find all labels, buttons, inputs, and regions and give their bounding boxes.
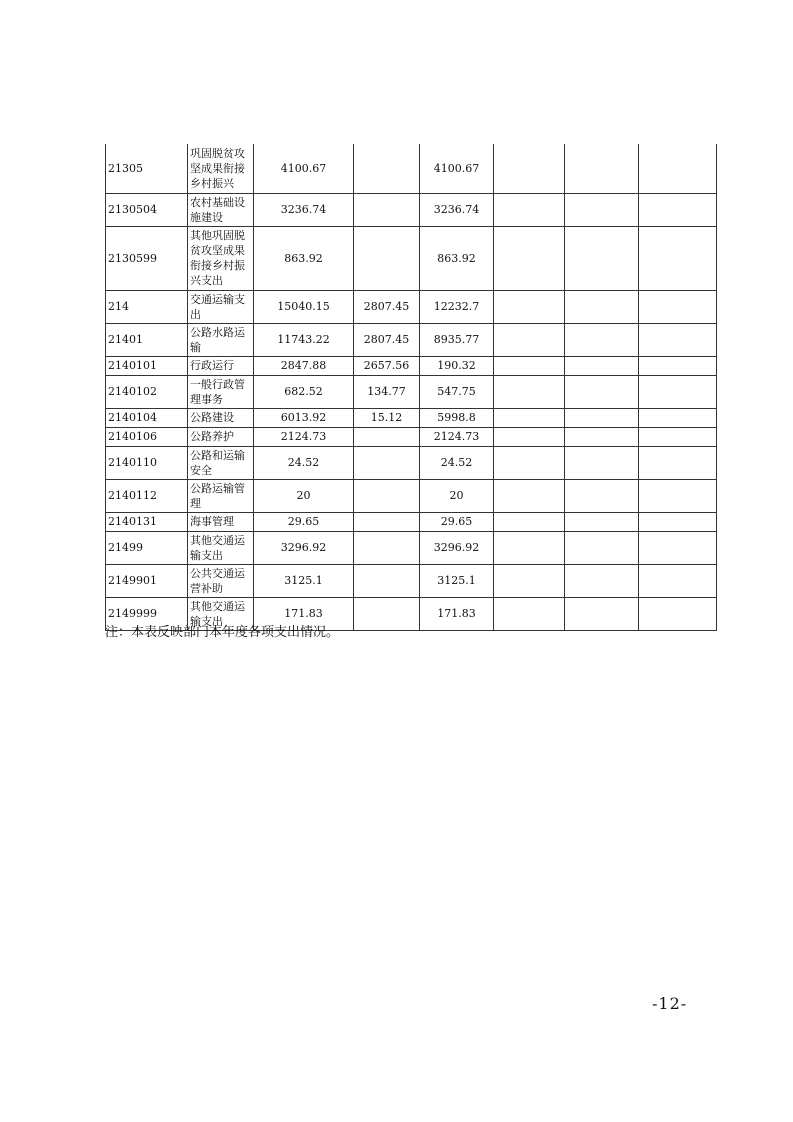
table-row <box>106 427 717 446</box>
empty-cell <box>639 290 717 323</box>
project-amount: 863.92 <box>420 226 494 290</box>
basic-amount <box>354 144 420 193</box>
empty-cell <box>639 375 717 408</box>
subject-code: 2140131 <box>106 512 188 531</box>
empty-cell <box>494 427 565 446</box>
basic-amount <box>354 193 420 226</box>
project-amount: 12232.7 <box>420 290 494 323</box>
subject-code: 214 <box>106 290 188 323</box>
basic-amount <box>354 446 420 479</box>
empty-cell <box>565 290 639 323</box>
empty-cell <box>639 323 717 356</box>
total-amount: 20 <box>254 479 354 512</box>
empty-cell <box>639 597 717 630</box>
project-amount: 547.75 <box>420 375 494 408</box>
project-amount: 3236.74 <box>420 193 494 226</box>
total-amount: 11743.22 <box>254 323 354 356</box>
table-body <box>106 144 717 630</box>
empty-cell <box>639 356 717 375</box>
subject-code: 2140102 <box>106 375 188 408</box>
empty-cell <box>494 531 565 564</box>
basic-amount: 2657.56 <box>354 356 420 375</box>
subject-code: 2140101 <box>106 356 188 375</box>
empty-cell <box>494 226 565 290</box>
subject-name: 其他交通运输支出 <box>188 597 254 630</box>
subject-code: 2140104 <box>106 408 188 427</box>
total-amount: 3236.74 <box>254 193 354 226</box>
table-row <box>106 193 717 226</box>
project-amount: 171.83 <box>420 597 494 630</box>
empty-cell <box>565 479 639 512</box>
total-amount: 3296.92 <box>254 531 354 564</box>
basic-amount <box>354 427 420 446</box>
subject-code: 2130504 <box>106 193 188 226</box>
subject-code: 2149999 <box>106 597 188 630</box>
subject-code: 21305 <box>106 144 188 193</box>
empty-cell <box>494 193 565 226</box>
empty-cell <box>565 408 639 427</box>
basic-amount: 2807.45 <box>354 290 420 323</box>
project-amount: 3296.92 <box>420 531 494 564</box>
table-note: 注：本表反映部门本年度各项支出情况。 <box>105 625 340 640</box>
basic-amount <box>354 597 420 630</box>
empty-cell <box>494 290 565 323</box>
total-amount: 2124.73 <box>254 427 354 446</box>
total-amount: 24.52 <box>254 446 354 479</box>
empty-cell <box>639 446 717 479</box>
empty-cell <box>565 427 639 446</box>
total-amount: 6013.92 <box>254 408 354 427</box>
empty-cell <box>639 144 717 193</box>
basic-amount <box>354 226 420 290</box>
empty-cell <box>494 323 565 356</box>
table-row <box>106 564 717 597</box>
empty-cell <box>639 512 717 531</box>
table-row <box>106 531 717 564</box>
empty-cell <box>494 375 565 408</box>
subject-name: 一般行政管理事务 <box>188 375 254 408</box>
subject-code: 2140110 <box>106 446 188 479</box>
empty-cell <box>639 427 717 446</box>
basic-amount <box>354 479 420 512</box>
subject-code: 2140112 <box>106 479 188 512</box>
empty-cell <box>565 226 639 290</box>
empty-cell <box>639 226 717 290</box>
total-amount: 4100.67 <box>254 144 354 193</box>
table-row <box>106 323 717 356</box>
empty-cell <box>494 356 565 375</box>
empty-cell <box>565 597 639 630</box>
total-amount: 2847.88 <box>254 356 354 375</box>
subject-name: 交通运输支出 <box>188 290 254 323</box>
subject-name: 农村基础设施建设 <box>188 193 254 226</box>
subject-name: 行政运行 <box>188 356 254 375</box>
page-number: -12- <box>652 994 688 1013</box>
empty-cell <box>565 446 639 479</box>
empty-cell <box>565 144 639 193</box>
subject-code: 2130599 <box>106 226 188 290</box>
table-row <box>106 144 717 193</box>
subject-name: 公共交通运营补助 <box>188 564 254 597</box>
project-amount: 29.65 <box>420 512 494 531</box>
project-amount: 5998.8 <box>420 408 494 427</box>
subject-name: 巩固脱贫攻坚成果衔接乡村振兴 <box>188 144 254 193</box>
empty-cell <box>565 323 639 356</box>
table-row <box>106 512 717 531</box>
project-amount: 3125.1 <box>420 564 494 597</box>
empty-cell <box>494 564 565 597</box>
subject-code: 2140106 <box>106 427 188 446</box>
empty-cell <box>494 479 565 512</box>
expenditure-table <box>105 144 717 631</box>
empty-cell <box>639 479 717 512</box>
subject-name: 公路建设 <box>188 408 254 427</box>
subject-name: 其他巩固脱贫攻坚成果衔接乡村振兴支出 <box>188 226 254 290</box>
subject-name: 公路养护 <box>188 427 254 446</box>
table-row <box>106 290 717 323</box>
empty-cell <box>639 531 717 564</box>
empty-cell <box>565 375 639 408</box>
empty-cell <box>639 193 717 226</box>
basic-amount <box>354 564 420 597</box>
table-row <box>106 479 717 512</box>
basic-amount: 15.12 <box>354 408 420 427</box>
empty-cell <box>494 597 565 630</box>
empty-cell <box>494 408 565 427</box>
total-amount: 15040.15 <box>254 290 354 323</box>
total-amount: 3125.1 <box>254 564 354 597</box>
empty-cell <box>494 446 565 479</box>
project-amount: 24.52 <box>420 446 494 479</box>
table-row <box>106 408 717 427</box>
empty-cell <box>565 564 639 597</box>
basic-amount <box>354 512 420 531</box>
empty-cell <box>639 564 717 597</box>
total-amount: 29.65 <box>254 512 354 531</box>
empty-cell <box>639 408 717 427</box>
subject-code: 21401 <box>106 323 188 356</box>
subject-name: 其他交通运输支出 <box>188 531 254 564</box>
project-amount: 4100.67 <box>420 144 494 193</box>
project-amount: 20 <box>420 479 494 512</box>
empty-cell <box>565 512 639 531</box>
subject-name: 海事管理 <box>188 512 254 531</box>
project-amount: 8935.77 <box>420 323 494 356</box>
empty-cell <box>565 193 639 226</box>
basic-amount: 134.77 <box>354 375 420 408</box>
table-row <box>106 446 717 479</box>
total-amount: 863.92 <box>254 226 354 290</box>
table-row <box>106 226 717 290</box>
total-amount: 171.83 <box>254 597 354 630</box>
table-row <box>106 356 717 375</box>
empty-cell <box>565 356 639 375</box>
empty-cell <box>494 512 565 531</box>
empty-cell <box>494 144 565 193</box>
subject-name: 公路运输管理 <box>188 479 254 512</box>
empty-cell <box>565 531 639 564</box>
project-amount: 190.32 <box>420 356 494 375</box>
basic-amount: 2807.45 <box>354 323 420 356</box>
subject-code: 2149901 <box>106 564 188 597</box>
subject-name: 公路水路运输 <box>188 323 254 356</box>
project-amount: 2124.73 <box>420 427 494 446</box>
subject-code: 21499 <box>106 531 188 564</box>
table-row <box>106 375 717 408</box>
total-amount: 682.52 <box>254 375 354 408</box>
subject-name: 公路和运输安全 <box>188 446 254 479</box>
basic-amount <box>354 531 420 564</box>
